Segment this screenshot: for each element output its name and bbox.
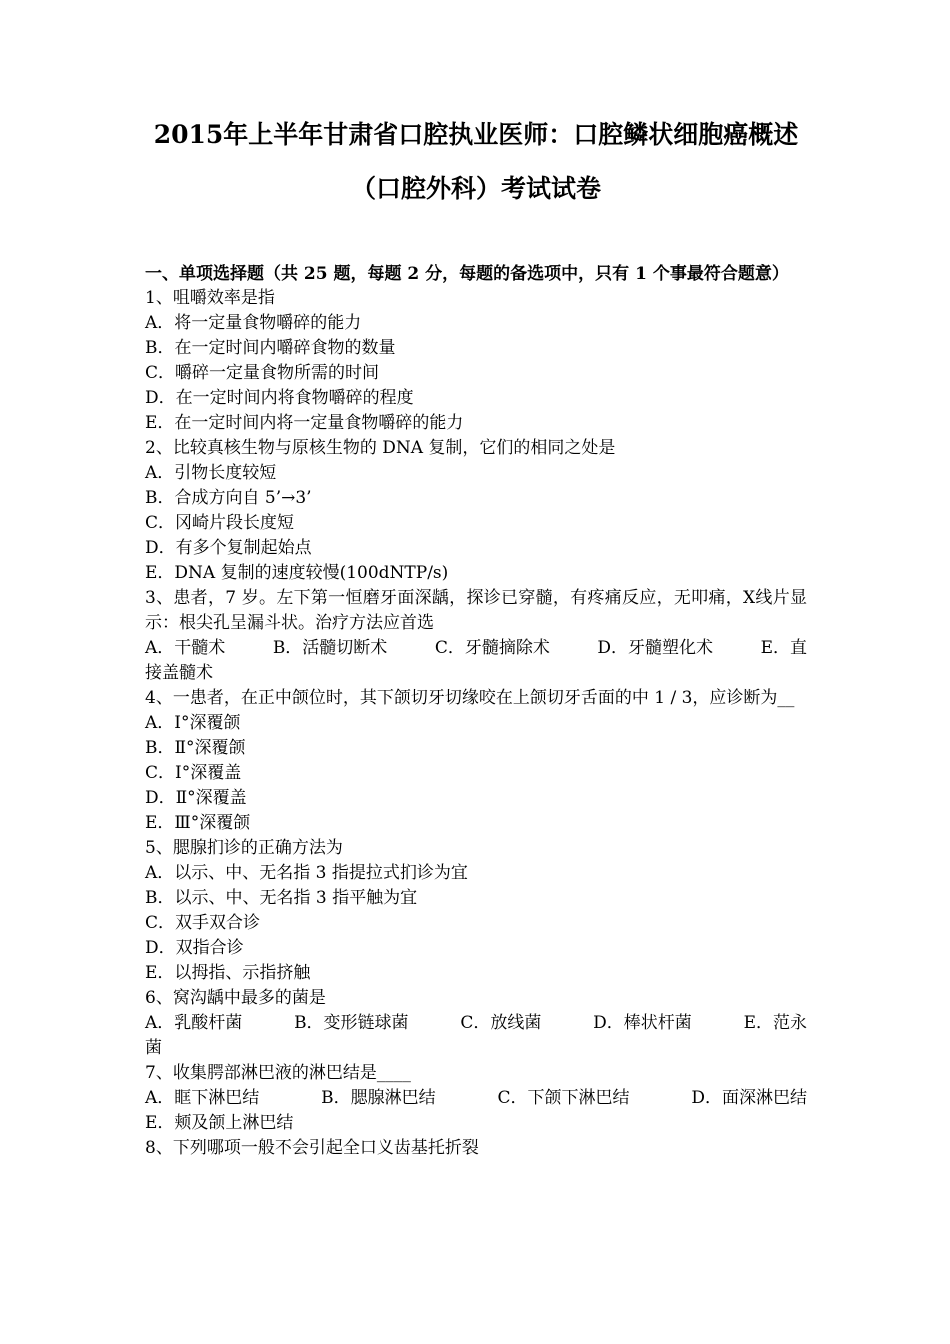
option-c: C．牙髓摘除术 xyxy=(434,638,550,658)
option-d: D．面深淋巴结 xyxy=(691,1088,807,1108)
option-d: D．有多个复制起始点 xyxy=(145,538,312,558)
options-row xyxy=(145,636,807,661)
option-b: B．变形链球菌 xyxy=(294,1013,409,1033)
section-heading: 一、单项选择题（共 25 题，每题 2 分，每题的备选项中，只有 1 个事最符合题意） xyxy=(145,264,789,284)
option-e: E．以拇指、示指挤触 xyxy=(145,963,311,983)
option-e: E．DNA 复制的速度较慢(100dNTP/s) xyxy=(145,563,449,583)
options-row xyxy=(145,1011,807,1036)
option-d: D．在一定时间内将食物嚼碎的程度 xyxy=(145,388,414,408)
option-b: B．Ⅱ°深覆颌 xyxy=(145,738,246,758)
option-continued: 接盖髓术 xyxy=(145,663,213,683)
option-a: A．眶下淋巴结 xyxy=(145,1088,260,1108)
option-a: A．干髓术 xyxy=(145,638,226,658)
question-3 xyxy=(145,586,807,686)
question-8 xyxy=(145,1136,807,1161)
option-a: A．Ⅰ°深覆颌 xyxy=(145,713,241,733)
option-a: A．乳酸杆菌 xyxy=(145,1013,243,1033)
option-d: D．双指合诊 xyxy=(145,938,244,958)
option-a: A．以示、中、无名指 3 指提拉式扪诊为宜 xyxy=(145,863,468,883)
exam-title-line1: 2015年上半年甘肃省口腔执业医师：口腔鳞状细胞癌概述 xyxy=(153,120,799,149)
question-stem: 4、一患者，在正中颌位时，其下颌切牙切缘咬在上颌切牙舌面的中 1 / 3，应诊断为__ xyxy=(145,688,795,708)
question-stem: 3、患者，7 岁。左下第一恒磨牙面深龋，探诊已穿髓，有疼痛反应，无叩痛，X线片显示：根尖孔呈漏斗状。治疗方法应首选 xyxy=(145,588,807,633)
option-d: D．棒状杆菌 xyxy=(593,1013,692,1033)
exam-page xyxy=(145,0,807,1161)
option-d: D．Ⅱ°深覆盖 xyxy=(145,788,247,808)
option-a: A．引物长度较短 xyxy=(145,463,277,483)
option-continued: 菌 xyxy=(145,1038,162,1058)
options-row xyxy=(145,1086,807,1111)
question-stem: 5、腮腺扪诊的正确方法为 xyxy=(145,838,343,858)
option-e: E．在一定时间内将一定量食物嚼碎的能力 xyxy=(145,413,464,433)
option-c: C．双手双合诊 xyxy=(145,913,261,933)
option-e: E．颊及颌上淋巴结 xyxy=(145,1113,294,1133)
option-b: B．合成方向自 5’→3’ xyxy=(145,488,312,508)
option-b: B．腮腺淋巴结 xyxy=(321,1088,436,1108)
question-7 xyxy=(145,1061,807,1136)
question-2 xyxy=(145,436,807,586)
option-e: E．Ⅲ°深覆颌 xyxy=(145,813,251,833)
option-c: C．Ⅰ°深覆盖 xyxy=(145,763,242,783)
question-stem: 7、收集腭部淋巴液的淋巴结是____ xyxy=(145,1063,411,1083)
option-d: D．牙髓塑化术 xyxy=(597,638,714,658)
option-c: C．下颌下淋巴结 xyxy=(497,1088,630,1108)
option-c: C．放线菌 xyxy=(460,1013,542,1033)
option-b: B．在一定时间内嚼碎食物的数量 xyxy=(145,338,396,358)
option-c: C．冈崎片段长度短 xyxy=(145,513,295,533)
question-stem: 2、比较真核生物与原核生物的 DNA 复制，它们的相同之处是 xyxy=(145,438,616,458)
exam-title-line2: （口腔外科）考试试卷 xyxy=(350,174,601,203)
question-1 xyxy=(145,286,807,436)
option-b: B．活髓切断术 xyxy=(272,638,388,658)
question-4 xyxy=(145,686,807,836)
option-a: A．将一定量食物嚼碎的能力 xyxy=(145,313,362,333)
question-6 xyxy=(145,986,807,1061)
option-e: E．范永 xyxy=(743,1013,807,1033)
question-stem: 1、咀嚼效率是指 xyxy=(145,288,275,308)
question-stem: 6、窝沟龋中最多的菌是 xyxy=(145,988,326,1008)
question-5 xyxy=(145,836,807,986)
option-e: E．直 xyxy=(760,638,807,658)
option-c: C．嚼碎一定量食物所需的时间 xyxy=(145,363,380,383)
question-stem: 8、下列哪项一般不会引起全口义齿基托折裂 xyxy=(145,1138,479,1158)
option-b: B．以示、中、无名指 3 指平触为宜 xyxy=(145,888,418,908)
